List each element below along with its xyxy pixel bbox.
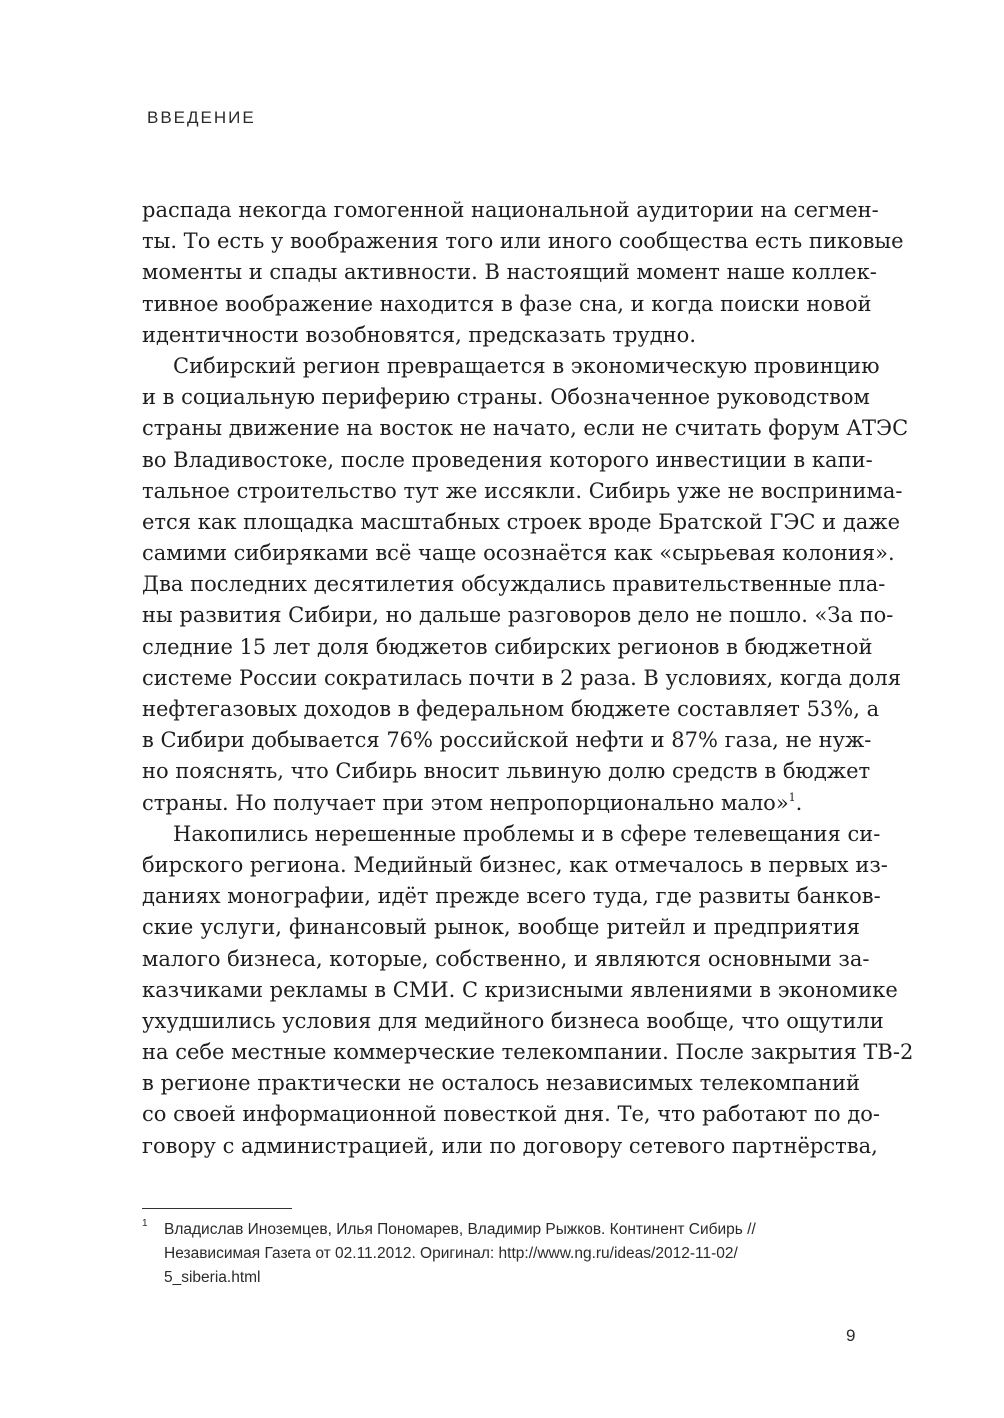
text-line: в Сибири добывается 76% российской нефти и 87% газа, не нуж- xyxy=(142,728,872,753)
text-line: ны развития Сибири, но дальше разговоров дело не пошло. «За по- xyxy=(142,603,894,628)
text-line: малого бизнеса, которые, собственно, и являются основными за- xyxy=(142,946,870,971)
page-number: 9 xyxy=(846,1326,856,1345)
text-line: во Владивостоке, после проведения которого инвестиции в капи- xyxy=(142,447,873,472)
text-line: системе России сократилась почти в 2 раза. В условиях, когда доля xyxy=(142,665,901,690)
footnote xyxy=(142,1218,822,1290)
footnote-ref-tail: . xyxy=(795,790,803,815)
text-line: даниях монографии, идёт прежде всего туда, где развиты банков- xyxy=(142,884,881,909)
text-line: ется как площадка масштабных строек вроде Братской ГЭС и даже xyxy=(142,509,901,534)
body-text xyxy=(142,195,914,1162)
footnote-divider xyxy=(142,1208,292,1209)
text-line: казчиками рекламы в СМИ. С кризисными явлениями в экономике xyxy=(142,977,898,1002)
paragraph-first-line: Сибирский регион превращается в экономическую провинцию xyxy=(173,353,880,378)
paragraph-end-line: идентичности возобновятся, предсказать трудно. xyxy=(142,322,696,347)
text-line: распада некогда гомогенной национальной аудитории на сегмен- xyxy=(142,198,879,222)
footnote-body xyxy=(164,1218,822,1290)
text-line: ухудшились условия для медийного бизнеса вообще, что ощутили xyxy=(142,1008,884,1033)
text-line: на себе местные коммерческие телекомпании. После закрытия ТВ-2 xyxy=(142,1040,914,1065)
footnote-line: Владислав Иноземцев, Илья Пономарев, Владимир Рыжков. Континент Сибирь // xyxy=(164,1221,756,1238)
text-line: самими сибиряками всё чаще осознаётся как «сырьевая колония». xyxy=(142,541,895,566)
text-line: ты. То есть у воображения того или иного сообщества есть пиковые xyxy=(142,229,904,254)
text-line: в регионе практически не осталось независимых телекомпаний xyxy=(142,1071,860,1096)
text-line: следние 15 лет доля бюджетов сибирских регионов в бюджетной xyxy=(142,634,873,659)
text-line: говору с администрацией, или по договору сетевого партнёрства, xyxy=(142,1133,878,1158)
text-line-content: страны. Но получает при этом непропорционально мало» xyxy=(142,790,789,815)
running-head: ВВЕДЕНИЕ xyxy=(147,108,256,127)
text-line: тивное воображение находится в фазе сна, и когда поиски новой xyxy=(142,291,872,316)
text-line: бирского региона. Медийный бизнес, как отмечалось в первых из- xyxy=(142,852,888,877)
text-line: со своей информационной повесткой дня. Те, что работают по до- xyxy=(142,1102,881,1127)
text-line: Два последних десятилетия обсуждались правительственные пла- xyxy=(142,572,886,597)
paragraph-first-line: Накопились нерешенные проблемы и в сфере телевещания си- xyxy=(173,821,881,846)
text-line: но пояснять, что Сибирь вносит львиную долю средств в бюджет xyxy=(142,759,871,784)
text-line: нефтегазовых доходов в федеральном бюджете составляет 53%, а xyxy=(142,697,880,721)
text-line: ские услуги, финансовый рынок, вообще ритейл и предприятия xyxy=(142,915,860,940)
footnote-line: 5_siberia.html xyxy=(164,1269,261,1286)
text-line: моменты и спады активности. В настоящий момент наше коллек- xyxy=(142,260,877,285)
footnote-number: 1 xyxy=(142,1218,148,1229)
footnote-reference[interactable]: 1 xyxy=(788,790,796,804)
footnote-line: Независимая Газета от 02.11.2012. Оригинал: http://www.ng.ru/ideas/2012-11-02/ xyxy=(164,1245,738,1262)
paragraph-end-line xyxy=(142,788,860,819)
text-line: страны движение на восток не начато, если не считать форум АТЭС xyxy=(142,416,909,441)
text-line: и в социальную периферию страны. Обозначенное руководством xyxy=(142,385,870,410)
text-line: тальное строительство тут же иссякли. Сибирь уже не воспринима- xyxy=(142,478,903,503)
